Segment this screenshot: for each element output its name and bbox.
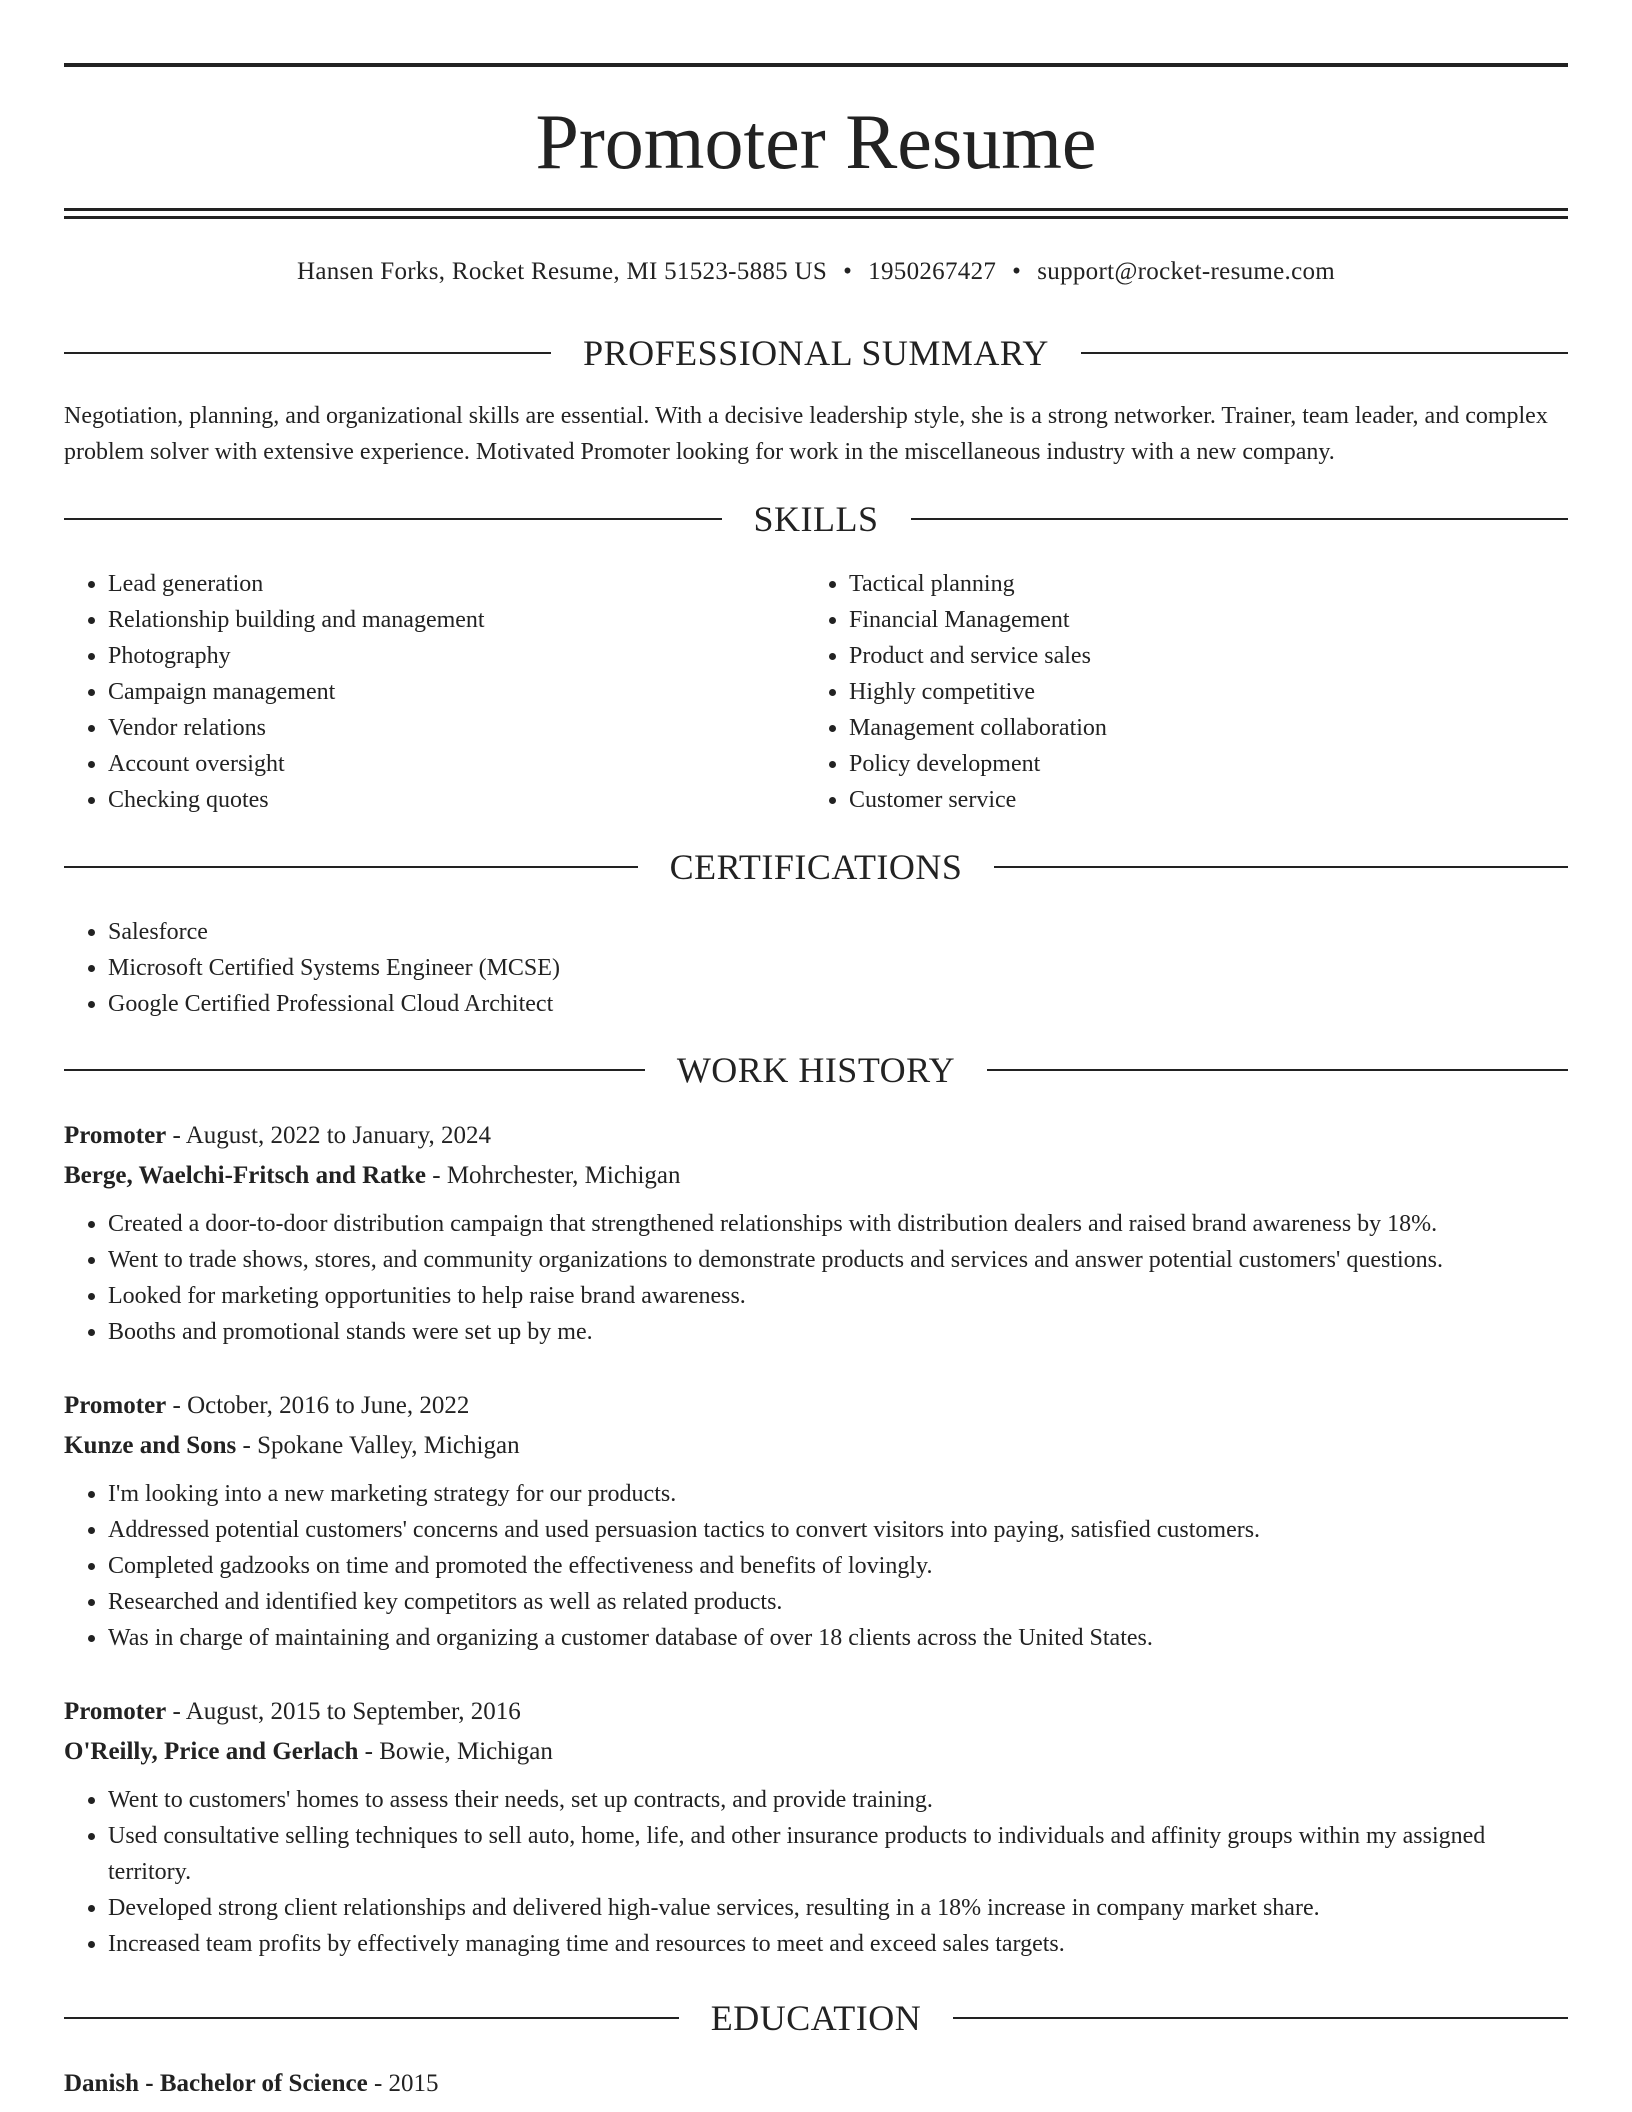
skill-item: • Relationship building and management (108, 602, 764, 638)
summary-text: Negotiation, planning, and organizational skills are essential. With a decisive leadership style, she is a strong networker. Trainer, team leader, and complex problem solver with extensive experience. Motivated Promoter looking for work in the miscellaneous industry with a new company. (64, 403, 1548, 465)
job-bullet: • Increased team profits by effectively managing time and resources to meet and exceed sales targets. (108, 1926, 1568, 1962)
job-title-row (64, 1692, 1568, 1732)
job-dates: - October, 2016 to June, 2022 (166, 1392, 470, 1419)
job-entry (64, 1386, 1568, 1656)
education-year: - 2015 (367, 2070, 439, 2097)
skill-item: • Tactical planning (849, 566, 1505, 602)
heading-rule (64, 2017, 679, 2019)
heading-rule (64, 866, 638, 868)
job-company: Kunze and Sons (64, 1432, 237, 1459)
contact-separator: • (1012, 258, 1022, 285)
job-bullets (64, 1476, 1568, 1656)
skills-heading (64, 497, 1568, 541)
job-location: - Mohrchester, Michigan (426, 1162, 681, 1189)
job-bullets (64, 1782, 1568, 1962)
heading-rule (64, 352, 551, 354)
heading-rule (953, 2017, 1568, 2019)
contact-separator: • (843, 258, 853, 285)
certifications-heading (64, 845, 1568, 889)
job-company-row (64, 1156, 1568, 1196)
skill-item: • Account oversight (108, 746, 764, 782)
job-location: - Spokane Valley, Michigan (236, 1432, 520, 1459)
heading-rule (994, 866, 1568, 868)
page-title: Promoter Resume (535, 98, 1097, 185)
work-history-heading-label: WORK HISTORY (676, 1050, 956, 1090)
job-company: Berge, Waelchi-Fritsch and Ratke (64, 1162, 426, 1189)
heading-rule (987, 1069, 1568, 1071)
contact-phone: 1950267427 (868, 258, 997, 285)
skills-list-left (64, 566, 764, 818)
certifications-heading-label: CERTIFICATIONS (669, 847, 963, 887)
heading-rule (64, 518, 722, 520)
title-rule-lower (64, 216, 1568, 219)
contact-line (64, 254, 1568, 290)
job-title-row (64, 1386, 1568, 1426)
job-bullet: • Addressed potential customers' concerns and used persuasion tactics to convert visitors into paying, satisfied customers. (108, 1512, 1568, 1548)
job-bullet: • Completed gadzooks on time and promoted the effectiveness and benefits of lovingly. (108, 1548, 1568, 1584)
job-location: - Bowie, Michigan (358, 1738, 553, 1765)
job-bullet: • Went to trade shows, stores, and community organizations to demonstrate products and services and answer potential customers' questions. (108, 1242, 1568, 1278)
skill-item: • Lead generation (108, 566, 764, 602)
skill-item: • Management collaboration (849, 710, 1505, 746)
top-rule (64, 63, 1568, 67)
job-title: Promoter (64, 1122, 167, 1149)
certification-item: • Salesforce (108, 914, 1464, 950)
job-bullet: • Went to customers' homes to assess their needs, set up contracts, and provide training. (108, 1782, 1568, 1818)
job-title: Promoter (64, 1392, 167, 1419)
education-entry (64, 2064, 439, 2104)
certification-item: • Google Certified Professional Cloud Architect (108, 986, 1464, 1022)
job-dates: - August, 2015 to September, 2016 (166, 1698, 521, 1725)
job-company-row (64, 1426, 1568, 1466)
work-history-heading (64, 1048, 1568, 1092)
job-entry (64, 1692, 1568, 1962)
job-title: Promoter (64, 1698, 167, 1725)
job-bullet: • Researched and identified key competitors as well as related products. (108, 1584, 1568, 1620)
skills-heading-label: SKILLS (753, 499, 879, 539)
skill-item: • Vendor relations (108, 710, 764, 746)
education-degree: Danish - Bachelor of Science (64, 2070, 368, 2097)
job-bullet: • Created a door-to-door distribution campaign that strengthened relationships with distribution dealers and raised brand awareness by 18%. (108, 1206, 1568, 1242)
skill-item: • Photography (108, 638, 764, 674)
education-heading-label: EDUCATION (710, 1998, 922, 2038)
job-bullet: • Used consultative selling techniques to sell auto, home, life, and other insurance products to individuals and affinity groups within my assigned territory. (108, 1818, 1568, 1890)
heading-rule (64, 1069, 645, 1071)
job-bullet: • I'm looking into a new marketing strategy for our products. (108, 1476, 1568, 1512)
job-bullet: • Booths and promotional stands were set up by me. (108, 1314, 1568, 1350)
skill-item: • Product and service sales (849, 638, 1505, 674)
job-bullet: • Developed strong client relationships and delivered high-value services, resulting in a 18% increase in company market share. (108, 1890, 1568, 1926)
job-bullet: • Was in charge of maintaining and organizing a customer database of over 18 clients across the United States. (108, 1620, 1568, 1656)
job-dates: - August, 2022 to January, 2024 (166, 1122, 492, 1149)
skills-list-right (805, 566, 1505, 818)
skill-item: • Checking quotes (108, 782, 764, 818)
job-entry (64, 1116, 1568, 1350)
skill-item: • Campaign management (108, 674, 764, 710)
job-bullets (64, 1206, 1568, 1350)
job-company-row (64, 1732, 1568, 1772)
skill-item: • Customer service (849, 782, 1505, 818)
contact-email: support@rocket-resume.com (1037, 258, 1336, 285)
job-bullet: • Looked for marketing opportunities to help raise brand awareness. (108, 1278, 1568, 1314)
contact-address: Hansen Forks, Rocket Resume, MI 51523-5885 US (296, 258, 828, 285)
certifications-list (64, 914, 1464, 1022)
skill-item: • Highly competitive (849, 674, 1505, 710)
skill-item: • Financial Management (849, 602, 1505, 638)
skill-item: • Policy development (849, 746, 1505, 782)
title-rule-upper (64, 208, 1568, 211)
education-heading (64, 1996, 1568, 2040)
heading-rule (911, 518, 1569, 520)
job-title-row (64, 1116, 1568, 1156)
summary-heading (64, 331, 1568, 375)
job-company: O'Reilly, Price and Gerlach (64, 1738, 359, 1765)
summary-heading-label: PROFESSIONAL SUMMARY (583, 333, 1049, 373)
certification-item: • Microsoft Certified Systems Engineer (MCSE) (108, 950, 1464, 986)
heading-rule (1081, 352, 1568, 354)
